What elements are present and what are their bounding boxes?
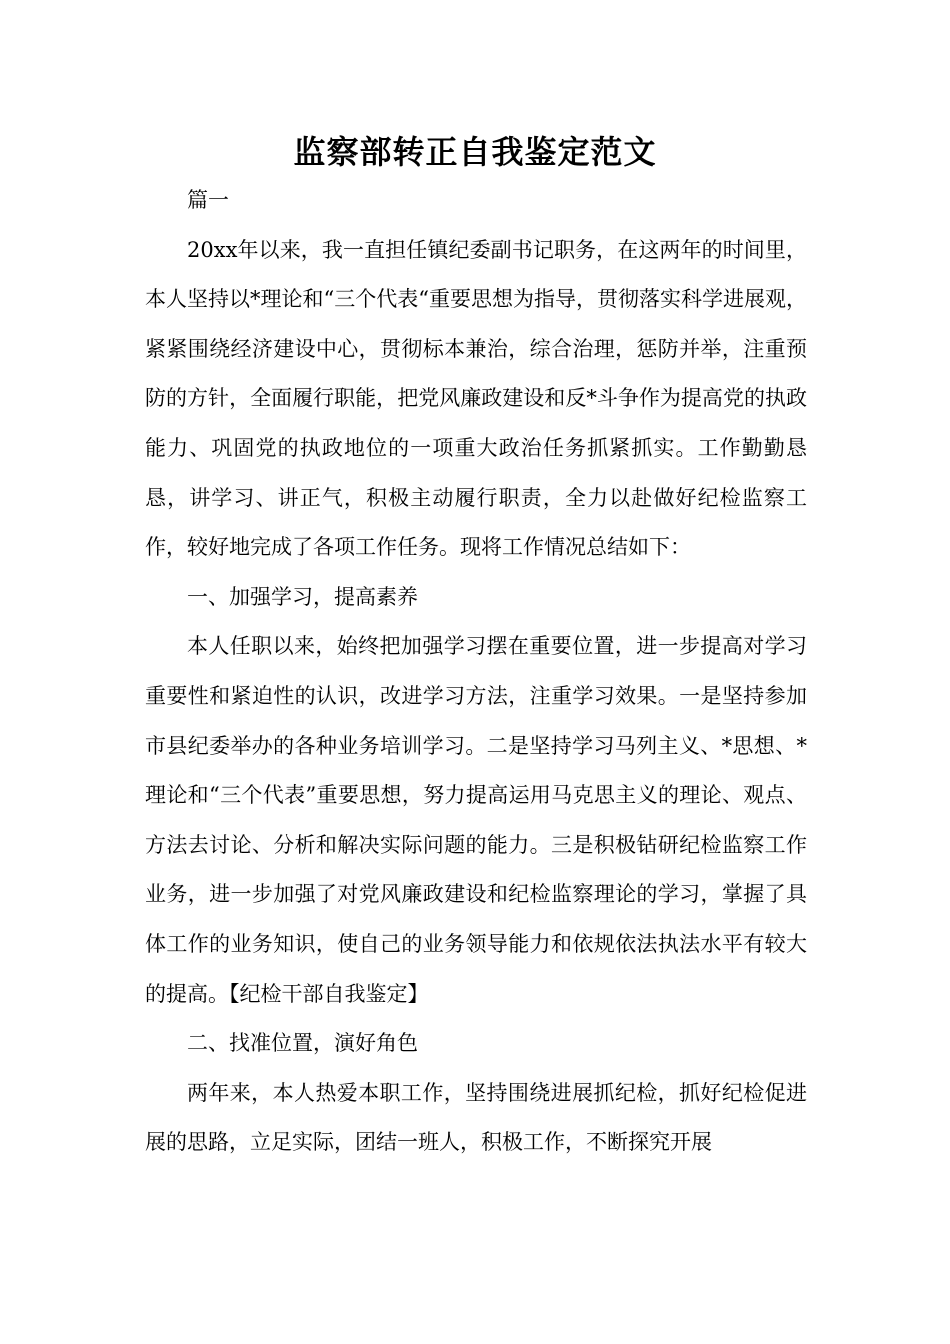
section-heading: 一、加强学习，提高素养 xyxy=(187,584,418,609)
body-paragraph: 本人任职以来，始终把加强学习摆在重要位置，进一步提高对学习重要性和紧迫性的认识，改进学习方法，注重学习效果。一是坚持参加市县纪委举办的各种业务培训学习。二是坚持学习马列主义、*思想、*理论和“三个代表”重要思想，努力提高运用马克思主义的理论、观点、方法去讨论、分析和解决实际问题的能力。三是积极钻研纪检监察工作业务，进一步加强了对党风廉政建设和纪检监察理论的学习，掌握了具体工作的业务知识，使自己的业务领导能力和依规依法执法水平有较大的提高。【纪检干部自我鉴定】 xyxy=(145,634,807,1006)
section-heading: 二、找准位置，演好角色 xyxy=(187,1031,418,1056)
body-paragraph: 20xx年以来，我一直担任镇纪委副书记职务，在这两年的时间里，本人坚持以*理论和“三个代表“重要思想为指导，贯彻落实科学进展观，紧紧围绕经济建设中心，贯彻标本兼治，综合治理，惩防并举，注重预防的方针，全面履行职能，把党风廉政建设和反*斗争作为提高党的执政能力、巩固党的执政地位的一项重大政治任务抓紧抓实。工作勤勤恳恳，讲学习、讲正气，积极主动履行职责，全力以赴做好纪检监察工作，较好地完成了各项工作任务。现将工作情况总结如下： xyxy=(145,237,807,560)
document-body xyxy=(145,176,807,1168)
document-title: 监察部转正自我鉴定范文 xyxy=(293,133,657,171)
section-label: 篇一 xyxy=(187,188,229,212)
body-paragraph: 两年来，本人热爱本职工作，坚持围绕进展抓纪检，抓好纪检促进展的思路，立足实际，团结一班人，积极工作，不断探究开展 xyxy=(145,1080,807,1155)
